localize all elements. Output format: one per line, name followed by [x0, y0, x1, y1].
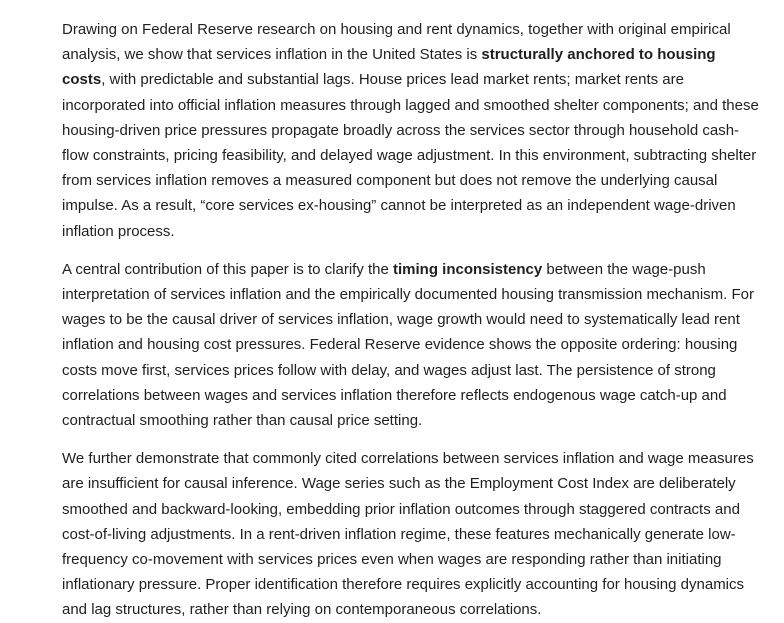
- document-body: [62, 17, 762, 623]
- bold-phrase: structurally anchored to housing costs: [62, 46, 716, 89]
- bold-phrase: timing inconsistency: [393, 260, 543, 278]
- paragraph-text: We further demonstrate that commonly cited correlations between services inflation and wage measures are insufficient for causal inference. Wage series such as the Employment Cost Index are deliberately smoothed and backward-looking, embedding prior inflation outcomes through staggered contracts and cost-of-living adjustments. In a rent-driven inflation regime, these features mechanically generate low-frequency co-movement with services prices even when wages are responding rather than initiating inflationary pressure. Proper identification therefore requires explicitly accounting for housing dynamics and lag structures, rather than relying on contemporaneous correlations.: [62, 450, 754, 619]
- paragraph-text: Drawing on Federal Reserve research on housing and rent dynamics, together with original empirical analysis, we show that services inflation in the United States is: [62, 21, 731, 64]
- paragraph-text: , with predictable and substantial lags. House prices lead market rents; market rents are incorporated into official inflation measures through lagged and smoothed shelter components; and these housing-driven price pressures propagate broadly across the services sector through household cash-flow constraints, pricing feasibility, and delayed wage adjustment. In this environment, subtracting shelter from services inflation removes a measured component but does not remove the underlying causal impulse. As a result, “core services ex-housing” cannot be interpreted as an independent wage-driven inflation process.: [62, 71, 759, 240]
- paragraph-correlations: [62, 446, 762, 622]
- paragraph-text: between the wage-push interpretation of services inflation and the empirically documented housing transmission mechanism. For wages to be the causal driver of services inflation, wage growth would need to systematically lead rent inflation and housing cost pressures. Federal Reserve evidence shows the opposite ordering: housing costs move first, services prices follow with delay, and wages adjust last. The persistence of strong correlations between wages and services inflation therefore reflects endogenous wage catch-up and contractual smoothing rather than causal price setting.: [62, 260, 754, 430]
- paragraph-text: A central contribution of this paper is to clarify the: [62, 260, 394, 278]
- paragraph-housing-anchor: [62, 17, 762, 244]
- paragraph-timing-inconsistency: [62, 257, 762, 433]
